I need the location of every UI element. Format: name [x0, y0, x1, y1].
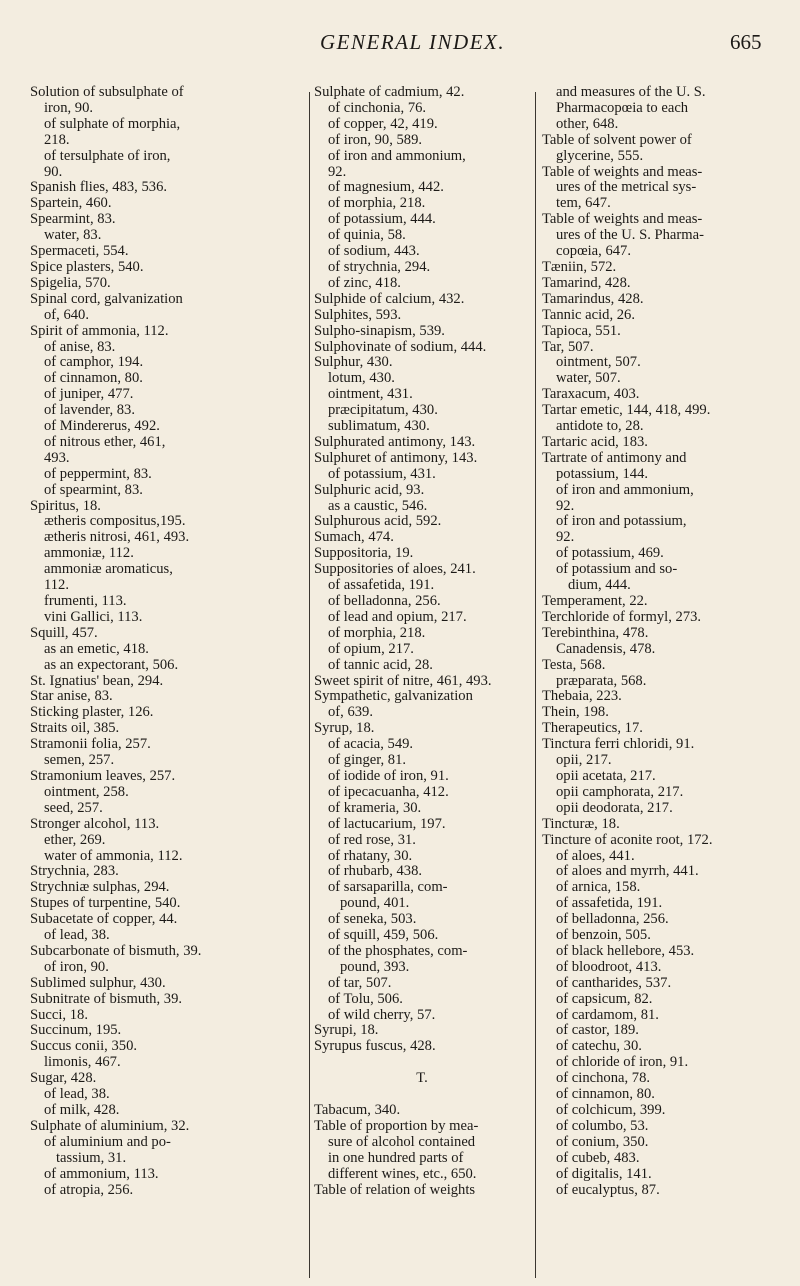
index-entry: Sulphuret of antimony, 143.	[314, 449, 478, 466]
index-entry: dium, 444.	[568, 577, 631, 594]
index-entry: of milk, 428.	[44, 1102, 120, 1118]
index-entry: 92.	[328, 163, 347, 180]
index-entry: Table of weights and meas-	[542, 163, 703, 180]
index-entry: Terebinthina, 478.	[542, 624, 649, 641]
index-entry: of digitalis, 141.	[556, 1165, 652, 1182]
index-entry: of assafetida, 191.	[556, 895, 663, 912]
spacer	[314, 1055, 530, 1071]
index-entry: ointment, 431.	[328, 386, 413, 403]
index-entry: 218.	[44, 131, 70, 148]
index-entry: Spice plasters, 540.	[30, 258, 144, 275]
index-entry: Thebaia, 223.	[542, 688, 622, 705]
index-entry: 493.	[44, 449, 70, 466]
index-entry: of lactucarium, 197.	[328, 815, 446, 832]
index-entry: of bloodroot, 413.	[556, 958, 662, 975]
index-entry: of cinchonia, 76.	[328, 99, 427, 116]
index-entry: Solution of subsulphate of	[30, 84, 184, 100]
index-entry: of potassium, 444.	[328, 211, 436, 228]
index-entry: ointment, 507.	[556, 354, 641, 371]
running-title: GENERAL INDEX.	[320, 30, 506, 54]
index-entry: in one hundred parts of	[328, 1149, 464, 1166]
index-entry: of iron and potassium,	[556, 513, 687, 530]
index-entry: different wines, etc., 650.	[328, 1165, 477, 1182]
index-entry: of belladonna, 256.	[556, 911, 669, 928]
index-entry: of tersulphate of iron,	[44, 147, 171, 164]
index-entry: pound, 393.	[340, 958, 410, 975]
index-entry: of ammonium, 113.	[44, 1165, 159, 1182]
index-entry: of wild cherry, 57.	[328, 1006, 436, 1023]
index-entry: of nitrous ether, 461,	[44, 433, 166, 450]
index-entry: Canadensis, 478.	[556, 640, 656, 657]
index-entry: 90.	[44, 163, 63, 180]
index-entry: of columbo, 53.	[556, 1117, 649, 1134]
index-entry: Spirit of ammonia, 112.	[30, 322, 169, 339]
index-entry: of camphor, 194.	[44, 354, 144, 371]
index-entry: opii camphorata, 217.	[556, 783, 684, 800]
index-entry: opii acetata, 217.	[556, 767, 656, 784]
index-entry: of, 639.	[328, 704, 373, 721]
index-entry: of catechu, 30.	[556, 1038, 642, 1055]
index-entry: glycerine, 555.	[556, 147, 644, 164]
index-entry: Tapioca, 551.	[542, 322, 621, 339]
index-entry: sure of alcohol contained	[328, 1133, 476, 1150]
index-entry: tem, 647.	[556, 195, 611, 212]
index-entry: of potassium, 431.	[328, 465, 436, 482]
index-entry: of squill, 459, 506.	[328, 927, 439, 944]
index-entry: Tamarindus, 428.	[542, 290, 644, 307]
index-entry: St. Ignatius' bean, 294.	[30, 672, 164, 689]
index-entry: of potassium, 469.	[556, 545, 664, 562]
index-entry: of zinc, 418.	[328, 274, 401, 291]
index-entry: pound, 401.	[340, 895, 410, 912]
index-entry: of benzoin, 505.	[556, 927, 651, 944]
index-entry: of conium, 350.	[556, 1133, 649, 1150]
index-entry: ures of the metrical sys-	[556, 179, 697, 196]
index-entry: antidote to, 28.	[556, 418, 644, 435]
index-entry: of tannic acid, 28.	[328, 656, 433, 673]
index-entry: ammoniæ, 112.	[44, 545, 134, 562]
index-entry: Subcarbonate of bismuth, 39.	[30, 942, 202, 959]
index-entry: vini Gallici, 113.	[44, 608, 143, 625]
index-entry: semen, 257.	[44, 752, 115, 769]
index-entry: Table of weights and meas-	[542, 211, 703, 228]
index-entry: Sympathetic, galvanization	[314, 688, 473, 705]
index-entry: potassium, 144.	[556, 465, 649, 482]
index-entry: of colchicum, 399.	[556, 1102, 666, 1118]
index-entry: of acacia, 549.	[328, 736, 414, 753]
index-entry: of iron, 90.	[44, 958, 109, 975]
index-entry: of ginger, 81.	[328, 752, 407, 769]
index-entry: Tamarind, 428.	[542, 274, 631, 291]
index-entry: Therapeutics, 17.	[542, 720, 643, 737]
index-entry: of eucalyptus, 87.	[556, 1181, 660, 1198]
index-entry: Sulphurated antimony, 143.	[314, 433, 476, 450]
index-entry: ures of the U. S. Pharma-	[556, 227, 704, 244]
index-entry: of spearmint, 83.	[44, 481, 143, 498]
index-column-1	[30, 85, 307, 1198]
index-entry: Subacetate of copper, 44.	[30, 911, 178, 928]
index-entry: of lead, 38.	[44, 927, 110, 944]
index-entry: Tar, 507.	[542, 338, 594, 355]
index-entry: præcipitatum, 430.	[328, 402, 438, 419]
index-entry: Stupes of turpentine, 540.	[30, 895, 181, 912]
index-entry: Tartaric acid, 183.	[542, 433, 648, 450]
index-entry: Squill, 457.	[30, 624, 98, 641]
index-entry: of rhubarb, 438.	[328, 863, 423, 880]
index-entry: of iron and ammonium,	[556, 481, 694, 498]
index-entry: ætheris nitrosi, 461, 493.	[44, 529, 190, 546]
index-entry: Thein, 198.	[542, 704, 609, 721]
index-entry: Suppositoria, 19.	[314, 545, 414, 562]
index-entry: Suppositories of aloes, 241.	[314, 561, 476, 578]
index-entry: limonis, 467.	[44, 1054, 121, 1071]
index-entry: water, 507.	[556, 370, 621, 387]
index-entry: opii, 217.	[556, 752, 612, 769]
index-entry: of strychnia, 294.	[328, 258, 431, 275]
index-entry: Sulphur, 430.	[314, 354, 393, 371]
index-entry: of cantharides, 537.	[556, 974, 672, 991]
index-entry: of sulphate of morphia,	[44, 115, 181, 132]
index-entry: of peppermint, 83.	[44, 465, 152, 482]
index-entry: Table of relation of weights	[314, 1181, 476, 1198]
index-entry: Star anise, 83.	[30, 688, 113, 705]
index-entry: Stramonium leaves, 257.	[30, 767, 176, 784]
index-entry: other, 648.	[556, 115, 619, 132]
index-entry: Spigelia, 570.	[30, 274, 111, 291]
index-entry: Strychniæ sulphas, 294.	[30, 879, 170, 896]
index-entry: Tincture of aconite root, 172.	[542, 831, 713, 848]
index-entry: of chloride of iron, 91.	[556, 1054, 689, 1071]
index-entry: of magnesium, 442.	[328, 179, 444, 196]
index-entry: of aloes and myrrh, 441.	[556, 863, 699, 880]
index-entry: Sumach, 474.	[314, 529, 394, 546]
index-entry: Sulphide of calcium, 432.	[314, 290, 465, 307]
index-entry: of iron and ammonium,	[328, 147, 466, 164]
index-entry: of Mindererus, 492.	[44, 418, 160, 435]
index-entry: Tinctura ferri chloridi, 91.	[542, 736, 695, 753]
index-entry: ammoniæ aromaticus,	[44, 561, 173, 578]
index-entry: of belladonna, 256.	[328, 593, 441, 609]
index-entry: Spanish flies, 483, 536.	[30, 179, 168, 196]
index-entry: Syrup, 18.	[314, 720, 375, 737]
index-entry: water, 83.	[44, 227, 102, 244]
index-entry: ether, 269.	[44, 831, 106, 848]
index-entry: tassium, 31.	[56, 1149, 127, 1166]
index-column-3	[542, 85, 770, 1198]
index-entry: Syrupi, 18.	[314, 1022, 379, 1039]
index-entry: Sulphate of cadmium, 42.	[314, 84, 465, 100]
index-entry: of sarsaparilla, com-	[328, 879, 448, 896]
index-entry: as an emetic, 418.	[44, 640, 149, 657]
index-entry: of the phosphates, com-	[328, 942, 468, 959]
index-entry: of red rose, 31.	[328, 831, 416, 848]
index-entry: and measures of the U. S.	[556, 84, 706, 100]
index-entry: of, 640.	[44, 306, 89, 323]
index-entry: of assafetida, 191.	[328, 577, 435, 594]
index-entry: sublimatum, 430.	[328, 418, 430, 435]
index-entry: Sticking plaster, 126.	[30, 704, 154, 721]
index-entry: of potassium and so-	[556, 561, 678, 578]
index-entry: ætheris compositus,195.	[44, 513, 186, 530]
index-entry: Temperament, 22.	[542, 593, 648, 609]
index-entry: of morphia, 218.	[328, 624, 426, 641]
index-entry: Succus conii, 350.	[30, 1038, 138, 1055]
index-entry: Testa, 568.	[542, 656, 606, 673]
index-entry: Taraxacum, 403.	[542, 386, 640, 403]
index-entry: opii deodorata, 217.	[556, 799, 673, 816]
index-entry: of tar, 507.	[328, 974, 392, 991]
index-entry: Sugar, 428.	[30, 1070, 97, 1087]
index-entry: Spinal cord, galvanization	[30, 290, 183, 307]
index-entry: of capsicum, 82.	[556, 990, 653, 1007]
index-entry: of krameria, 30.	[328, 799, 422, 816]
index-entry: Sulphites, 593.	[314, 306, 402, 323]
index-entry: of black hellebore, 453.	[556, 942, 695, 959]
index-entry: Succi, 18.	[30, 1006, 88, 1023]
index-entry: Table of proportion by mea-	[314, 1117, 479, 1134]
index-entry: Tartrate of antimony and	[542, 449, 687, 466]
index-entry: lotum, 430.	[328, 370, 395, 387]
index-entry: frumenti, 113.	[44, 593, 127, 609]
index-entry: Sulphate of aluminium, 32.	[30, 1117, 190, 1134]
index-entry: of aluminium and po-	[44, 1133, 171, 1150]
index-entry: Sweet spirit of nitre, 461, 493.	[314, 672, 492, 689]
index-entry: of atropia, 256.	[44, 1181, 134, 1198]
index-entry: Sulphuric acid, 93.	[314, 481, 425, 498]
index-entry: Sublimed sulphur, 430.	[30, 974, 166, 991]
index-entry: Strychnia, 283.	[30, 863, 119, 880]
index-entry: Syrupus fuscus, 428.	[314, 1038, 436, 1055]
index-entry: of seneka, 503.	[328, 911, 417, 928]
index-entry: 92.	[556, 529, 575, 546]
index-entry: of cinnamon, 80.	[556, 1086, 655, 1103]
index-entry: Succinum, 195.	[30, 1022, 122, 1039]
index-entry: Spiritus, 18.	[30, 497, 101, 514]
index-entry: as a caustic, 546.	[328, 497, 428, 514]
index-entry: of quinia, 58.	[328, 227, 406, 244]
index-entry: Tæniin, 572.	[542, 258, 617, 275]
index-entry: Tartar emetic, 144, 418, 499.	[542, 402, 711, 419]
section-letter: T.	[416, 1070, 428, 1087]
index-entry: Sulphovinate of sodium, 444.	[314, 338, 487, 355]
column-rule-left	[309, 92, 310, 1278]
index-entry: Tabacum, 340.	[314, 1102, 401, 1118]
index-entry: Sulpho-sinapism, 539.	[314, 322, 445, 339]
index-entry: præparata, 568.	[556, 672, 647, 689]
index-entry: Stramonii folia, 257.	[30, 736, 151, 753]
index-entry: Terchloride of formyl, 273.	[542, 608, 702, 625]
index-entry: of morphia, 218.	[328, 195, 426, 212]
index-entry: of iron, 90, 589.	[328, 131, 423, 148]
index-entry: of juniper, 477.	[44, 386, 134, 403]
page-number: 665	[730, 30, 762, 54]
index-entry: of lead and opium, 217.	[328, 608, 467, 625]
index-entry: of rhatany, 30.	[328, 847, 413, 864]
index-entry: 92.	[556, 497, 575, 514]
index-entry: of cardamom, 81.	[556, 1006, 659, 1023]
index-entry: Table of solvent power of	[542, 131, 692, 148]
index-entry: Spearmint, 83.	[30, 211, 116, 228]
index-entry: of cubeb, 483.	[556, 1149, 640, 1166]
index-entry: Spartein, 460.	[30, 195, 112, 212]
index-entry: of sodium, 443.	[328, 243, 420, 260]
index-entry: of opium, 217.	[328, 640, 414, 657]
index-entry: of arnica, 158.	[556, 879, 641, 896]
index-entry: Straits oil, 385.	[30, 720, 120, 737]
index-entry: of copper, 42, 419.	[328, 115, 438, 132]
index-entry: copœia, 647.	[556, 243, 631, 260]
index-entry: seed, 257.	[44, 799, 103, 816]
index-entry: of lead, 38.	[44, 1086, 110, 1103]
index-column-2	[314, 85, 530, 1198]
index-entry: Subnitrate of bismuth, 39.	[30, 990, 183, 1007]
index-entry: of anise, 83.	[44, 338, 116, 355]
index-entry: of cinchona, 78.	[556, 1070, 651, 1087]
index-entry: of castor, 189.	[556, 1022, 639, 1039]
index-entry: Spermaceti, 554.	[30, 243, 129, 260]
index-entry: 112.	[44, 577, 69, 594]
index-entry: of Tolu, 506.	[328, 990, 403, 1007]
index-entry: Pharmacopœia to each	[556, 99, 689, 116]
index-entry: water of ammonia, 112.	[44, 847, 183, 864]
index-entry: Stronger alcohol, 113.	[30, 815, 160, 832]
page-header	[0, 22, 800, 62]
index-entry: as an expectorant, 506.	[44, 656, 179, 673]
spacer	[314, 1087, 530, 1103]
index-entry: of lavender, 83.	[44, 402, 135, 419]
index-entry: Tannic acid, 26.	[542, 306, 635, 323]
index-entry: of aloes, 441.	[556, 847, 635, 864]
index-entry: of cinnamon, 80.	[44, 370, 143, 387]
column-rule-right	[535, 92, 536, 1278]
index-entry: of ipecacuanha, 412.	[328, 783, 449, 800]
index-entry: iron, 90.	[44, 99, 94, 116]
index-entry: Sulphurous acid, 592.	[314, 513, 442, 530]
index-entry: of iodide of iron, 91.	[328, 767, 449, 784]
index-entry: ointment, 258.	[44, 783, 129, 800]
index-entry: Tincturæ, 18.	[542, 815, 620, 832]
